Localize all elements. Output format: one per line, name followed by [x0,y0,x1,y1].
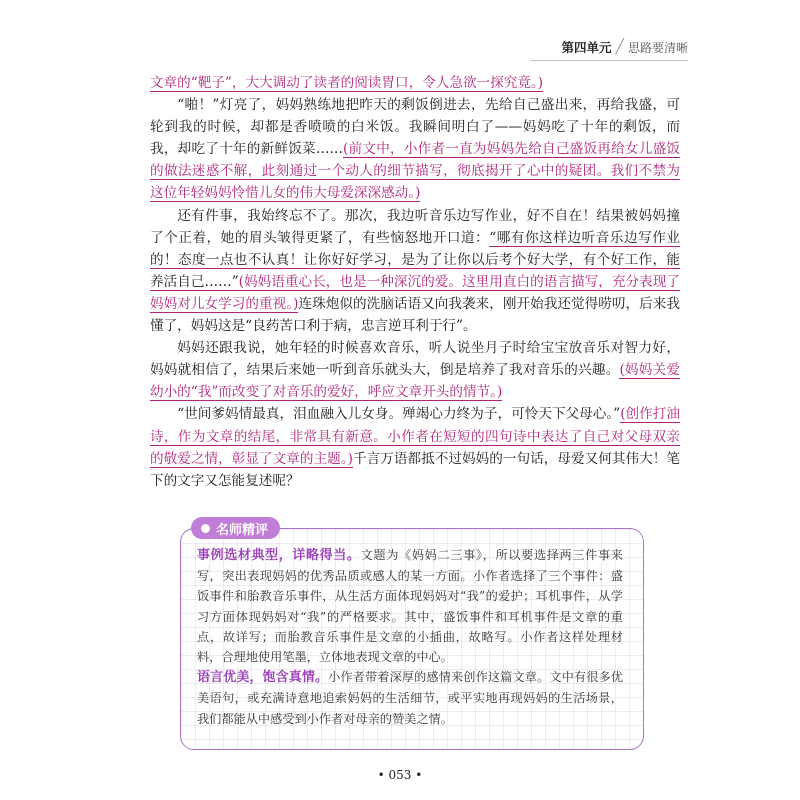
teacher-review-box [180,522,644,750]
annotation: (创作打油诗，作为文章的结尾，非常具有新意。小作者在短短的四句诗中表达了自己对父母双亲的敬爱之情，彰显了文章的主题。) [150,406,680,467]
review-content [197,545,623,729]
quoted-speech: “哪有你这样边听音乐边写作业的！态度一点也不认真！让你好好学习，是为了让你以后考个好大学，有个好工作，能养活自己……” [150,229,681,290]
paragraph-2 [150,94,680,204]
paragraph-text: “世间爹妈情最真，泪血融入儿女身。殚竭心力终为子，可怜天下父母心。” [177,406,621,423]
review-item-2 [197,667,623,729]
paragraph-text: 连珠炮似的洗脑话语又向我袭来，刚开始我还觉得唠叨，后来我懂了，妈妈这是“良药苦口利于病，忠言逆耳利于行”。 [150,295,680,335]
paragraph-1 [150,72,680,94]
page-number: • 053 • [377,768,423,782]
annotation: (妈妈语重心长，也是一种深沉的爱。这里用直白的语言描写，充分表现了妈妈对儿女学习的重视。) [150,273,680,312]
review-heading: 事例选材典型，详略得当。 [197,548,361,563]
review-text: 小作者带着深厚的感情来创作这篇文章。文中有很多优美语句，或充满诗意地追索妈妈的生活细节，或平实地再现妈妈的生活场景，我们都能从中感受到小作者对母亲的赞美之情。 [197,670,623,726]
review-badge [191,517,280,539]
unit-theme: 思路要清晰 [627,40,688,55]
header-rule [530,60,688,61]
review-text: 文题为《妈妈二三事》，所以要选择两三件事来写，突出表现妈妈的优秀品质或感人的某一方面。小作者选择了三个事件：盛饭事件和胎教音乐事件，从生活方面体现妈妈对“我”的爱护；耳机事件，从学习方面体现妈妈对“我”的严格要求。其中，盛饭事件和耳机事件是文章的重点，故详写；而胎教音乐事件是文章的小插曲，故略写。小作者这样处理材料，合理地使用笔墨，立体地表现文章的中心。 [197,548,623,665]
paragraph-text: 千言万语都抵不过妈妈的一句话，母爱又何其伟大！笔下的文字又怎能复述呢？ [150,450,680,489]
review-item-1 [197,545,623,667]
paragraph-text: “啪！”灯亮了，妈妈熟练地把昨天的剩饭倒进去，先给自己盛出来，再给我盛，可轮到我的时候，却都是香喷喷的白米饭。我瞬间明白了——妈妈吃了十年的剩饭，而我，却吃了十年的新鲜饭菜…… [150,97,680,158]
paragraph-5 [150,403,680,491]
paragraph-text: 妈妈还跟我说，她年轻的时候喜欢音乐，听人说坐月子时给宝宝放音乐对智力好，妈妈就相信了，结果后来她一听到音乐就头大，倒是培养了我对音乐的兴趣。 [150,340,680,379]
unit-label: 第四单元 [561,40,612,55]
speech-bubble-icon [201,524,210,533]
paragraph-text: 还有件事，我始终忘不了。那次，我边听音乐边写作业，好不自在！结果被妈妈撞了个正着，她的眉头皱得更紧了，有些恼怒地开口道： [150,207,680,246]
paragraph-3 [150,205,680,338]
annotation: (妈妈关爱幼小的“我”而改变了对音乐的爱好，呼应文章开头的情节。) [150,362,681,401]
review-heading: 语言优美，饱含真情。 [197,670,329,686]
annotation: 文章的“靶子”，大大调动了读者的阅读胃口，令人急欲一探究竟。) [150,75,544,91]
running-header [500,36,688,58]
annotation: (前文中，小作者一直为妈妈先给自己盛饭再给女儿盛饭的做法迷惑不解，此刻通过一个动人的细节描写，彻底揭开了心中的疑团。我们不禁为这位年轻妈妈怜惜儿女的伟大母爱深深感动。) [150,141,680,202]
paragraph-4 [150,337,680,403]
header-separator: ╱ [615,39,624,55]
essay-body [150,72,680,492]
review-badge-label: 名师精评 [216,522,269,538]
